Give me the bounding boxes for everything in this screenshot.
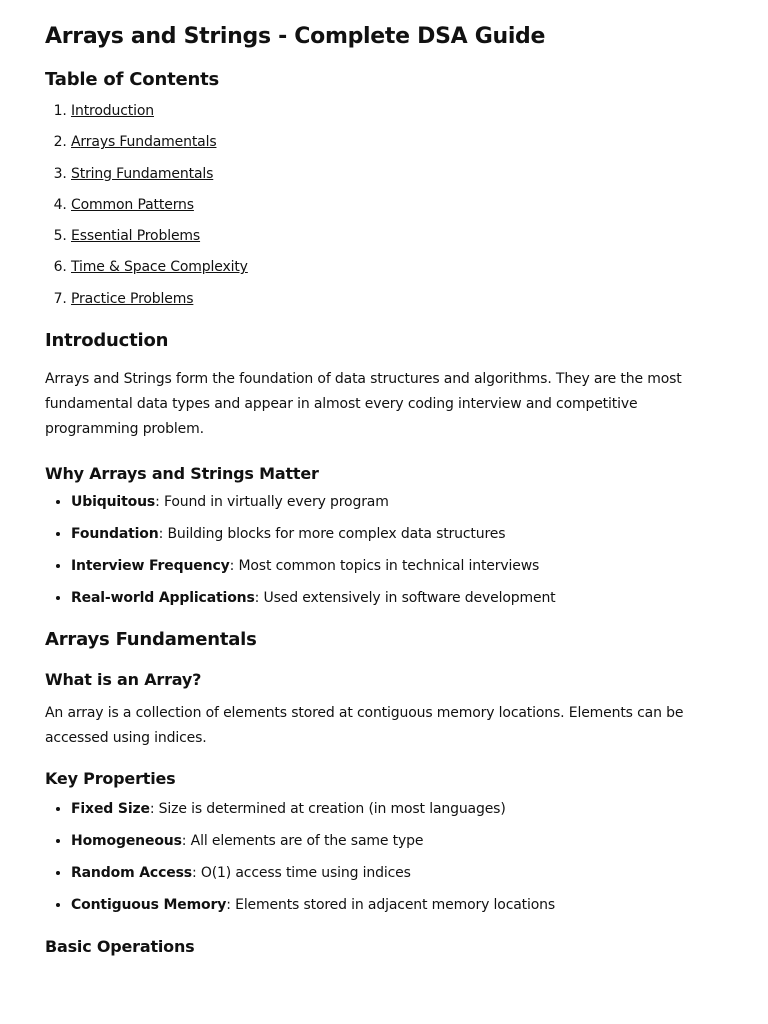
list-item: [71, 864, 724, 883]
toc-item: [71, 133, 724, 152]
toc-list: [45, 102, 724, 309]
list-item-term: Fixed Size: [71, 800, 150, 817]
list-item-desc: : Most common topics in technical interviews: [229, 557, 540, 574]
toc-item: [71, 196, 724, 215]
list-item-term: Contiguous Memory: [71, 896, 227, 913]
list-item-desc: : Used extensively in software development: [254, 589, 556, 606]
list-item-desc: : Size is determined at creation (in most languages): [149, 800, 506, 817]
basic-operations-heading: Basic Operations: [45, 936, 195, 956]
toc-heading: Table of Contents: [45, 69, 220, 90]
toc-item: [71, 258, 724, 277]
list-item-term: Random Access: [71, 864, 192, 881]
list-item: [71, 589, 724, 608]
why-matter-list: [45, 493, 724, 608]
toc-link-string-fundamentals[interactable]: String Fundamentals: [71, 165, 214, 182]
toc-link-common-patterns[interactable]: Common Patterns: [71, 196, 194, 213]
list-item-desc: : Elements stored in adjacent memory locations: [226, 896, 556, 913]
list-item: [71, 832, 724, 851]
introduction-heading: Introduction: [45, 329, 169, 351]
list-item: [71, 800, 724, 819]
toc-link-essential-problems[interactable]: Essential Problems: [71, 228, 201, 245]
toc-link-practice-problems[interactable]: Practice Problems: [71, 290, 194, 307]
list-item-desc: : O(1) access time using indices: [191, 864, 411, 881]
list-item-term: Homogeneous: [71, 832, 182, 849]
list-item: [71, 525, 724, 544]
list-item: [71, 557, 724, 576]
page-title: Arrays and Strings - Complete DSA Guide: [45, 24, 546, 49]
key-properties-heading: Key Properties: [45, 768, 176, 788]
what-is-array-paragraph: An array is a collection of elements stored at contiguous memory locations. Elements can be accessed using indices.: [45, 704, 684, 746]
introduction-paragraph: Arrays and Strings form the foundation of data structures and algorithms. They are the most fundamental data types and appear in almost every coding interview and competitive programming problem.: [45, 370, 682, 437]
list-item-term: Ubiquitous: [71, 493, 156, 510]
toc-item: [71, 227, 724, 246]
list-item-desc: : Found in virtually every program: [155, 493, 389, 510]
arrays-fundamentals-heading: Arrays Fundamentals: [45, 628, 257, 650]
toc-item: [71, 102, 724, 121]
list-item-desc: : Building blocks for more complex data structures: [158, 525, 506, 542]
list-item-term: Interview Frequency: [71, 557, 230, 574]
toc-link-arrays-fundamentals[interactable]: Arrays Fundamentals: [71, 134, 217, 151]
toc-link-time-space-complexity[interactable]: Time & Space Complexity: [71, 259, 248, 276]
toc-link-introduction[interactable]: Introduction: [71, 103, 154, 119]
key-properties-list: [45, 800, 724, 915]
list-item: [71, 493, 724, 512]
list-item-desc: : All elements are of the same type: [181, 832, 424, 849]
list-item: [71, 896, 724, 915]
list-item-term: Real-world Applications: [71, 589, 255, 606]
toc-item: [71, 290, 724, 309]
list-item-term: Foundation: [71, 525, 159, 542]
toc-item: [71, 165, 724, 184]
why-matter-heading: Why Arrays and Strings Matter: [45, 463, 319, 483]
what-is-array-heading: What is an Array?: [45, 669, 202, 689]
